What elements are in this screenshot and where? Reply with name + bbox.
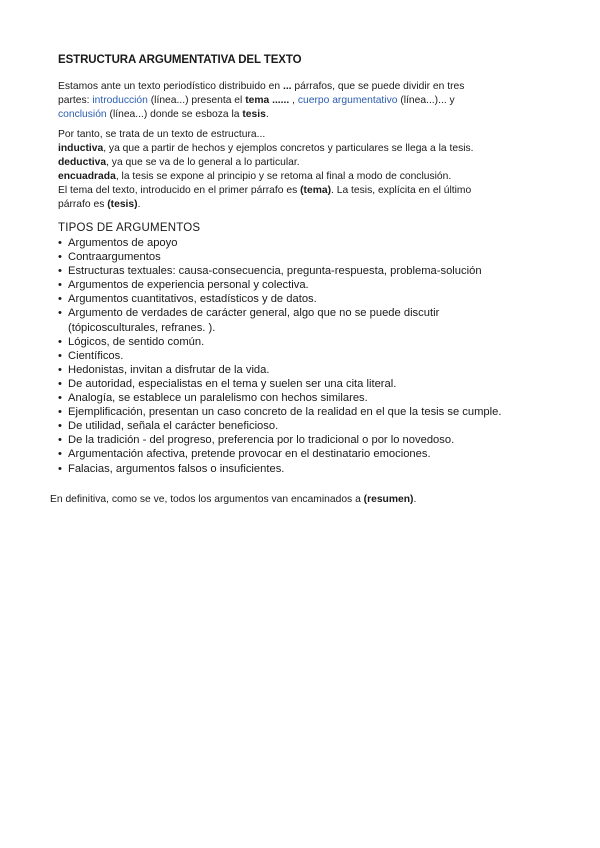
argument-types-list bbox=[58, 236, 558, 476]
intro-text: (línea...) donde se esboza la bbox=[106, 109, 243, 120]
list-item-text: Contraargumentos bbox=[68, 251, 161, 264]
list-item bbox=[58, 405, 558, 419]
list-item-text: De la tradición - del progreso, preferencia por lo tradicional o por lo novedoso. bbox=[68, 434, 455, 447]
intro-line-2 bbox=[58, 94, 528, 108]
list-item-text: Analogía, se establece un paralelismo con hechos similares. bbox=[68, 392, 368, 405]
structure-text: , ya que se va de lo general a lo particular. bbox=[106, 157, 300, 168]
structure-term: deductiva bbox=[58, 157, 107, 168]
bullet-icon: • bbox=[58, 406, 62, 419]
bullet-icon: • bbox=[58, 279, 62, 292]
introduccion-label: introducción bbox=[92, 95, 148, 106]
theme-paragraph bbox=[58, 184, 528, 212]
bullet-icon: • bbox=[58, 392, 62, 405]
theme-line-2 bbox=[58, 198, 528, 212]
theme-text: párrafo es bbox=[58, 199, 108, 210]
cuerpo-argumentativo-label: cuerpo argumentativo bbox=[297, 95, 398, 106]
intro-text: partes: bbox=[58, 95, 93, 106]
list-item-text: Lógicos, de sentido común. bbox=[68, 335, 205, 348]
theme-text: El tema del texto, introducido en el primer párrafo es bbox=[58, 185, 301, 196]
list-item-text: Argumentos de apoyo bbox=[68, 237, 178, 249]
list-item-text: Argumentos de experiencia personal y colectiva. bbox=[68, 279, 309, 292]
conclusion-label: conclusión bbox=[58, 109, 107, 120]
list-item bbox=[58, 462, 558, 476]
structure-term: encuadrada bbox=[58, 171, 116, 182]
bullet-icon: • bbox=[58, 420, 62, 433]
intro-line-1 bbox=[58, 80, 528, 94]
bullet-icon: • bbox=[58, 251, 62, 264]
structure-lead: Por tanto, se trata de un texto de estructura... bbox=[58, 129, 266, 140]
tesis-word: tesis bbox=[242, 109, 266, 120]
list-item-text: De autoridad, especialistas en el tema y suelen ser una cita literal. bbox=[68, 377, 397, 390]
list-item bbox=[58, 335, 558, 349]
list-item bbox=[58, 349, 558, 363]
list-item-text: Ejemplificación, presentan un caso concreto de la realidad en el que la tesis se cumple. bbox=[68, 406, 502, 419]
bullet-icon: • bbox=[58, 434, 62, 447]
list-item bbox=[58, 391, 558, 405]
theme-text: . La tesis, explícita en el último bbox=[331, 185, 472, 196]
closing-text: En definitiva, como se ve, todos los argumentos van encaminados a bbox=[50, 494, 364, 505]
closing-text: . bbox=[413, 494, 417, 505]
intro-text: . bbox=[265, 109, 269, 120]
list-item-text: De utilidad, señala el carácter beneficioso. bbox=[68, 420, 279, 433]
intro-text: párrafos, que se puede dividir en tres bbox=[291, 81, 465, 92]
paragraph-count-blank: ... bbox=[282, 81, 292, 92]
bullet-icon: • bbox=[58, 349, 62, 362]
bullet-icon: • bbox=[58, 377, 62, 390]
bullet-icon: • bbox=[58, 335, 62, 348]
argument-types-heading: TIPOS DE ARGUMENTOS bbox=[58, 222, 201, 234]
structure-term: inductiva bbox=[58, 143, 104, 154]
list-item bbox=[58, 264, 558, 278]
list-item-text: Científicos. bbox=[68, 349, 124, 362]
intro-text: (línea...) presenta el bbox=[147, 95, 246, 106]
list-item-text: Hedonistas, invitan a disfrutar de la vida. bbox=[68, 363, 270, 376]
bullet-icon: • bbox=[58, 307, 62, 320]
structure-item-deductiva bbox=[58, 156, 528, 170]
intro-text: , bbox=[289, 95, 298, 106]
tema-blank: tema ...... bbox=[245, 95, 290, 106]
list-item bbox=[58, 447, 558, 461]
intro-text: Estamos ante un texto periodístico distribuido en bbox=[58, 81, 283, 92]
intro-paragraph bbox=[58, 80, 528, 122]
bullet-icon: • bbox=[58, 265, 62, 278]
intro-text: (línea...)... y bbox=[397, 95, 455, 106]
list-item-text: Argumentos cuantitativos, estadísticos y de datos. bbox=[68, 293, 317, 306]
list-item bbox=[58, 250, 558, 264]
list-item bbox=[58, 433, 558, 447]
closing-paragraph bbox=[50, 494, 416, 505]
list-item bbox=[58, 419, 558, 433]
bullet-icon: • bbox=[58, 363, 62, 376]
resumen-placeholder: (resumen) bbox=[363, 494, 414, 505]
list-item bbox=[58, 363, 558, 377]
bullet-icon: • bbox=[58, 293, 62, 306]
structure-item-inductiva bbox=[58, 142, 528, 156]
bullet-icon: • bbox=[58, 462, 62, 475]
structure-text: , ya que a partir de hechos y ejemplos concretos y particulares se llega a la tesis. bbox=[103, 143, 474, 154]
structure-text: , la tesis se expone al principio y se retoma al final a modo de conclusión. bbox=[115, 171, 452, 182]
structure-paragraph bbox=[58, 128, 528, 184]
structure-item-encuadrada bbox=[58, 170, 528, 184]
list-item bbox=[58, 236, 558, 250]
list-item-text: Estructuras textuales: causa-consecuencia, pregunta-respuesta, problema-solución bbox=[68, 265, 482, 278]
list-item bbox=[58, 278, 558, 292]
bullet-icon: • bbox=[58, 237, 62, 249]
list-item-text: Argumentación afectiva, pretende provocar en el destinatario emociones. bbox=[68, 448, 431, 461]
tema-placeholder: (tema) bbox=[300, 185, 332, 196]
list-item bbox=[58, 292, 558, 306]
list-item bbox=[58, 377, 558, 391]
list-item bbox=[58, 306, 508, 334]
theme-text: . bbox=[137, 199, 141, 210]
bullet-icon: • bbox=[58, 448, 62, 461]
list-item-text: Falacias, argumentos falsos o insuficientes. bbox=[68, 462, 285, 475]
theme-line-1 bbox=[58, 184, 528, 198]
page-title: ESTRUCTURA ARGUMENTATIVA DEL TEXTO bbox=[58, 54, 302, 66]
list-item-text: Argumento de verdades de carácter general, algo que no se puede discutir (tópicosculturales, refranes. ). bbox=[68, 307, 440, 334]
intro-line-3 bbox=[58, 108, 528, 122]
tesis-placeholder: (tesis) bbox=[107, 199, 138, 210]
